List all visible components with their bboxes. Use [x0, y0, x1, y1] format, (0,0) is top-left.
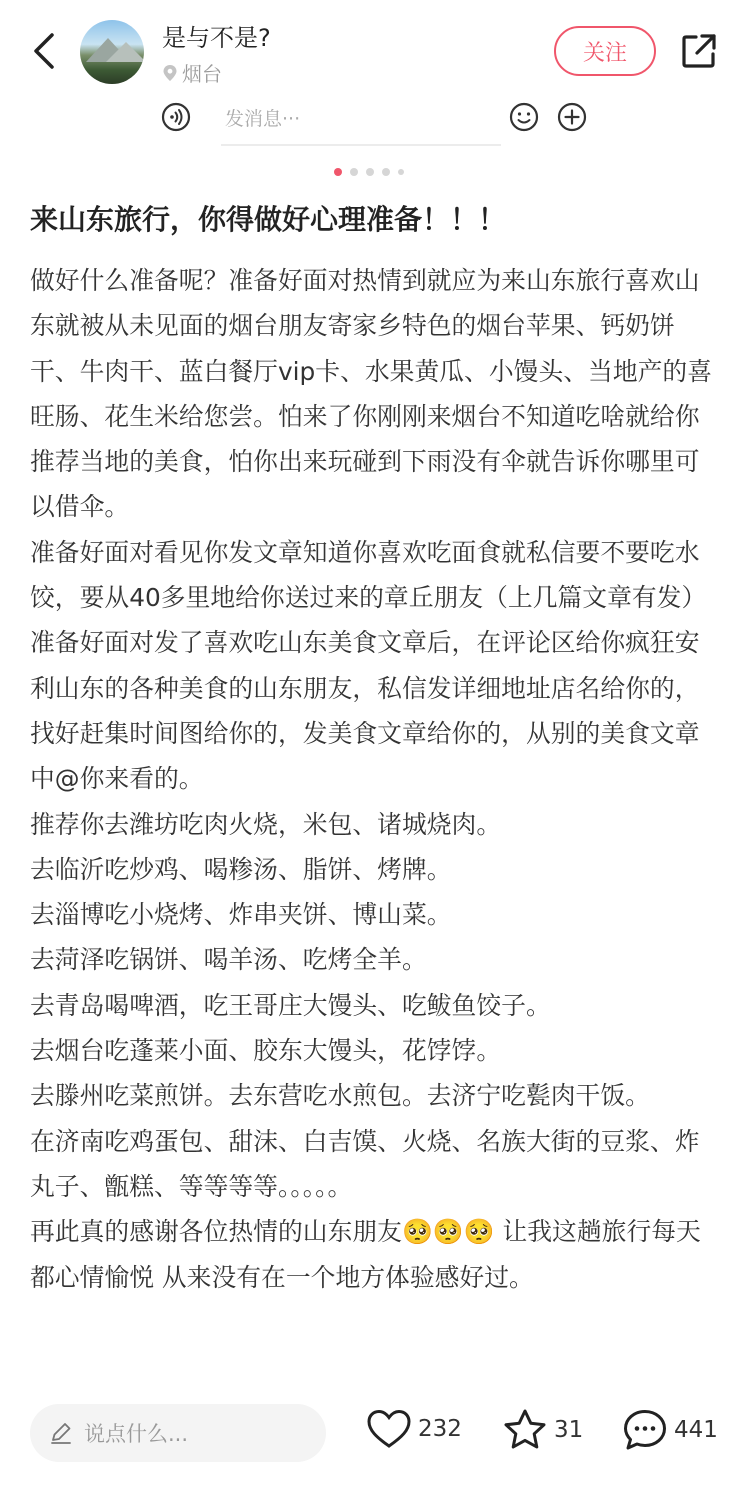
- location-label: [162, 58, 222, 87]
- bottom-action-bar: [0, 1400, 750, 1470]
- post-paragraph: 做好什么准备呢？准备好面对热情到就应为来山东旅行喜欢山东就被从未见面的烟台朋友寄家乡特色的烟台苹果、钙奶饼干、牛肉干、蓝白餐厅vip卡、水果黄瓜、小馒头、当地产的喜旺肠、花生米给您尝。怕来了你刚刚来烟台不知道吃啥就给你推荐当地的美食，怕你出来玩碰到下雨没有伞就告诉你哪里可以借伞。: [30, 266, 713, 522]
- plus-icon[interactable]: [557, 102, 587, 132]
- back-button[interactable]: [26, 30, 62, 72]
- back-arrow-icon: [33, 32, 55, 70]
- follow-button[interactable]: 关注: [554, 26, 656, 76]
- message-input[interactable]: 发消息···: [225, 108, 301, 130]
- carousel-indicator: [334, 168, 404, 176]
- post-paragraph: 准备好面对看见你发文章知道你喜欢吃面食就私信要不要吃水饺，要从40多里地给你送过来的章丘朋友（上几篇文章有发）: [30, 537, 707, 613]
- carousel-dot[interactable]: [350, 168, 358, 176]
- location-pin-icon: [162, 64, 178, 82]
- like-count: 232: [418, 1416, 462, 1442]
- post-paragraph: 去临沂吃炒鸡、喝糁汤、脂饼、烤牌。: [30, 854, 452, 884]
- heart-icon: [366, 1408, 412, 1450]
- carousel-dot[interactable]: [382, 168, 390, 176]
- avatar-mountain-shape-2: [106, 42, 144, 62]
- comment-count: 441: [674, 1417, 718, 1443]
- post-header: [0, 0, 750, 100]
- share-icon: [680, 32, 718, 70]
- avatar[interactable]: [80, 20, 144, 84]
- voice-icon[interactable]: [161, 102, 191, 132]
- post-paragraph: 准备好面对发了喜欢吃山东美食文章后，在评论区给你疯狂安利山东的各种美食的山东朋友，私信发详细地址店名给你的，找好赶集时间图给你的，发美食文章给你的，从别的美食文章中@你来看的。: [30, 628, 700, 794]
- post-paragraph: 去烟台吃蓬莱小面、胶东大馒头，花饽饽。: [30, 1036, 502, 1066]
- favorite-count: 31: [554, 1417, 584, 1443]
- post-title: 来山东旅行，你得做好心理准备！！！: [30, 203, 507, 236]
- location-text: 烟台: [182, 62, 222, 86]
- post-paragraph: 去淄博吃小烧烤、炸串夹饼、博山菜。: [30, 900, 452, 930]
- post-paragraph: 去滕州吃菜煎饼。去东营吃水煎包。去济宁吃甏肉干饭。: [30, 1081, 650, 1111]
- comment-bubble-icon: [622, 1408, 668, 1452]
- emoji-icon[interactable]: [509, 102, 539, 132]
- pencil-icon: [48, 1420, 74, 1446]
- comment-input[interactable]: [30, 1404, 326, 1462]
- carousel-dot[interactable]: [398, 169, 404, 175]
- post-paragraph: 推荐你去潍坊吃肉火烧，米包、诸城烧肉。: [30, 809, 502, 839]
- post-paragraph: 去菏泽吃锅饼、喝羊汤、吃烤全羊。: [30, 945, 427, 975]
- message-bar: [145, 98, 605, 148]
- post-paragraph: 在济南吃鸡蛋包、甜沫、白吉馍、火烧、名族大街的豆浆、炸丸子、甑糕、等等等等。。。。。: [30, 1126, 700, 1201]
- comment-button[interactable]: [622, 1408, 718, 1452]
- carousel-dot[interactable]: [366, 168, 374, 176]
- post-content: [30, 258, 720, 1300]
- post-paragraph: 再此真的感谢各位热情的山东朋友🥺🥺🥺 让我这趟旅行每天都心情愉悦 从来没有在一个地方体验感好过。: [30, 1217, 701, 1292]
- favorite-button[interactable]: [502, 1408, 583, 1452]
- post-paragraph: 去青岛喝啤酒，吃王哥庄大馒头、吃鲅鱼饺子。: [30, 990, 551, 1020]
- like-button[interactable]: [366, 1408, 462, 1450]
- comment-placeholder: 说点什么...: [84, 1422, 189, 1446]
- star-icon: [502, 1408, 548, 1452]
- username[interactable]: 是与不是?: [162, 24, 271, 52]
- message-input-underline: [221, 144, 501, 146]
- carousel-dot-active[interactable]: [334, 168, 342, 176]
- share-button[interactable]: [680, 32, 718, 70]
